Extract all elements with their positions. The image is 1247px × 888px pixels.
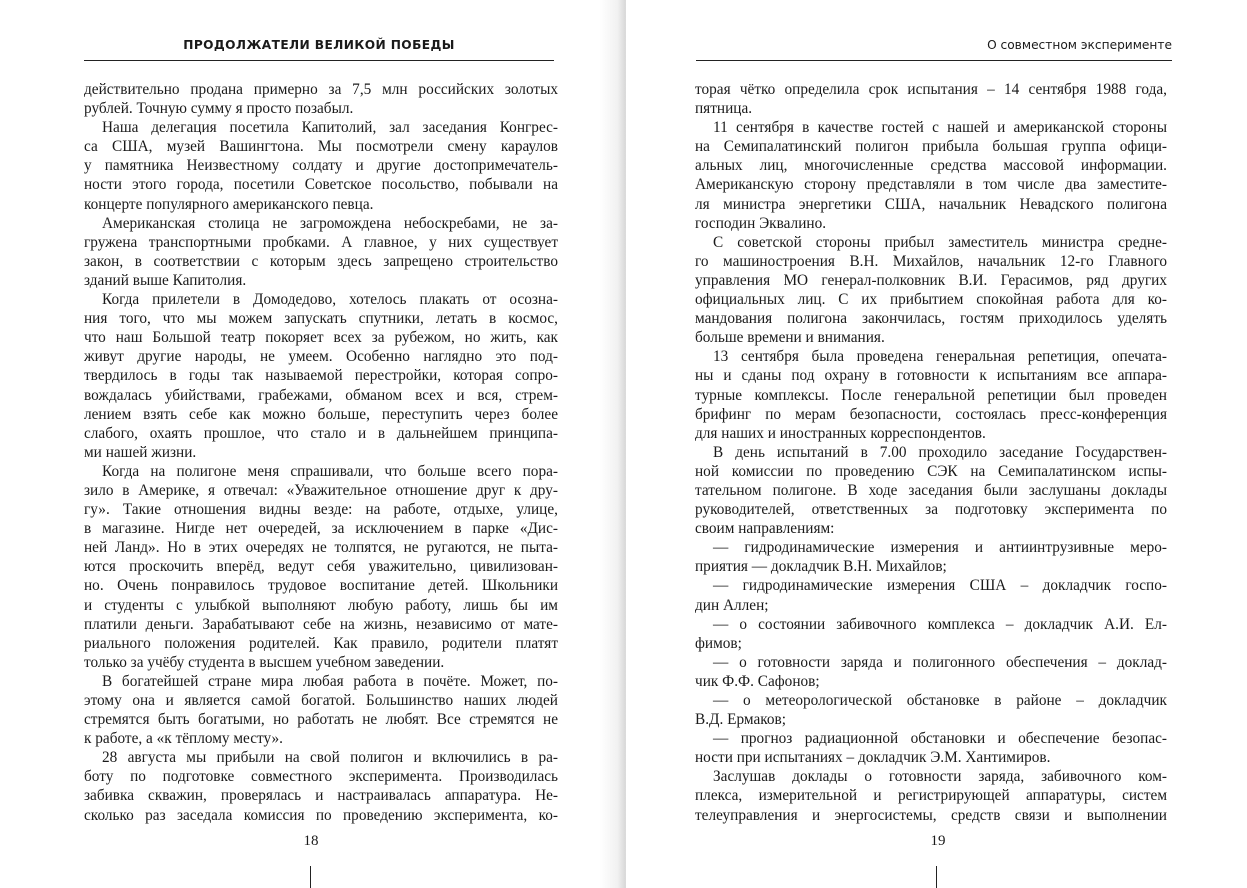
text-line: брифинг по мерам безопасности, состоялась пресс-конференция	[695, 405, 1167, 423]
text-line: закон, в соответствии с которым здесь запрещено строительство	[84, 252, 558, 270]
text-line: Американская столица не загромождена небоскребами, не за-	[102, 214, 558, 232]
text-line: 28 августа мы прибыли на свой полигон и включились в ра-	[102, 749, 558, 767]
page-cut-mark-left	[310, 866, 311, 888]
text-line: ности этого города, посетили Советское посольство, побывали на	[84, 176, 558, 194]
text-line: 11 сентября в качестве гостей с нашей и американской стороны	[713, 119, 1167, 137]
text-line: что наш Большой театр покоряет всех за рубежом, но жить, как	[84, 329, 558, 347]
text-line: управления МО генерал-полковник В.И. Герасимов, ряд других	[695, 271, 1167, 289]
text-line: руководителей, ответственных за подготовку эксперимента по	[695, 501, 1167, 519]
text-line: торая чётко определила срок испытания – 14 сентября 1988 года,	[695, 81, 1167, 98]
text-line: — прогноз радиационной обстановки и обеспечение безопас-	[713, 730, 1167, 748]
text-line: ми нашей жизни.	[84, 443, 197, 461]
page-cut-mark-right	[936, 866, 937, 888]
text-line: для наших и иностранных корреспондентов.	[695, 424, 986, 442]
text-line: Когда прилетели в Домодедово, хотелось плакать от осозна-	[102, 291, 558, 309]
text-line: В.Д. Ермаков;	[695, 711, 787, 729]
text-line: альных лиц, многочисленные средства массовой информации.	[695, 157, 1167, 175]
text-line: — гидродинамические измерения США – докладчик госпо-	[713, 577, 1167, 595]
text-line: своим направлениям:	[695, 520, 835, 538]
text-line: Заслушав доклады о готовности заряда, забивочного ком-	[713, 768, 1167, 786]
text-line: ля министра энергетики США, начальник Невадского полигона	[695, 195, 1167, 213]
text-line: плекса, измерительной и регистрирующей аппаратуры, систем	[695, 787, 1167, 805]
text-line: рублей. Точную сумму я просто позабыл.	[84, 100, 354, 118]
text-line: фимов;	[695, 634, 742, 652]
text-line: твердилось в годы так называемой перестройки, которая сопро-	[84, 367, 558, 385]
text-line: — о готовности заряда и полигонного обеспечения – доклад-	[713, 653, 1167, 671]
text-line: ней Ланд». Но в этих очередях не толпятся, не ругаются, не пыта-	[84, 539, 558, 557]
right-page-body	[695, 80, 1167, 825]
text-line: телеуправления и энергосистемы, средств связи и выполнении	[695, 806, 1167, 824]
text-line: В богатейшей стране мира любая работа в почёте. Может, по-	[102, 672, 558, 690]
text-line: ния того, что мы можем запускать спутники, летать в космос,	[84, 310, 558, 328]
text-line: — гидродинамические измерения и антиинтрузивные меро-	[713, 539, 1167, 557]
text-line: дин Аллен;	[695, 596, 769, 614]
text-line: ны и сданы под охрану в готовности к испытаниям все аппара-	[695, 367, 1167, 385]
text-line: — о состоянии забивочного комплекса – докладчик А.И. Ел-	[713, 615, 1167, 633]
page-number-right: 19	[930, 833, 946, 849]
text-line: действительно продана примерно за 7,5 млн российских золотых	[84, 81, 558, 98]
text-line: чик Ф.Ф. Сафонов;	[695, 672, 820, 690]
text-line: гу». Такие отношения видны везде: на работе, отдыхе, улице,	[84, 501, 558, 519]
text-line: ной комиссии по проведению СЭК на Семипалатинском испы-	[695, 462, 1167, 480]
text-line: мандования полигона закончилась, гостям приходилось уделять	[695, 310, 1167, 328]
text-line: приятия — докладчик В.Н. Михайлов;	[695, 558, 947, 576]
text-line: официальных лиц. С их прибытием спокойная работа для ко-	[695, 291, 1167, 309]
text-line: забивка скважин, проверялась и настраивалась аппаратура. Не-	[84, 787, 558, 805]
text-line: лением взять себе как можно больше, переступить через более	[84, 405, 558, 423]
right-page	[626, 0, 1247, 888]
text-line: живут другие народы, не умеем. Особенно наглядно это под-	[84, 348, 558, 366]
text-line: господин Эквалино.	[695, 214, 827, 232]
text-line: больше времени и внимания.	[695, 329, 885, 347]
text-line: в магазине. Нигде нет очередей, за исключением в парке «Дис-	[84, 520, 558, 538]
text-line: вождалась убийствами, грабежами, обманом всех и вся, стрем-	[84, 386, 558, 404]
text-line: пятница.	[695, 100, 753, 118]
text-line: стремятся быть богатыми, но работать не любят. Все стремятся не	[84, 711, 558, 729]
text-line: ности при испытаниях – докладчик Э.М. Хантимиров.	[695, 749, 1051, 767]
text-line: боту по подготовке совместного эксперимента. Производилась	[84, 768, 558, 786]
text-line: но. Очень понравилось трудовое воспитание детей. Школьники	[84, 577, 558, 595]
text-line: турные комплексы. После генеральной репетиции был проведен	[695, 386, 1167, 404]
left-page-body	[84, 80, 558, 825]
text-line: 13 сентября была проведена генеральная репетиция, опечата-	[713, 348, 1167, 366]
text-line: к работе, а «к тёплому месту».	[84, 730, 283, 748]
text-line: го машиностроения В.Н. Михайлов, начальник 12-го Главного	[695, 252, 1167, 270]
text-line: слабого, охаять прошлое, что стало и в дальнейшем принципа-	[84, 424, 558, 442]
page-number-left: 18	[303, 833, 319, 849]
text-line: Американскую сторону представляли в том числе два заместите-	[695, 176, 1167, 194]
text-line: платили деньги. Зарабатывают себе на жизнь, независимо от мате-	[84, 615, 558, 633]
running-header-right: О совместном эксперименте	[696, 38, 1172, 61]
text-line: у памятника Неизвестному солдату и другие достопримечатель-	[84, 157, 558, 175]
text-line: тательном полигоне. В ходе заседания были заслушаны доклады	[695, 481, 1167, 499]
running-header-left: ПРОДОЛЖАТЕЛИ ВЕЛИКОЙ ПОБЕДЫ	[84, 38, 554, 61]
text-line: риального положения родителей. Как правило, родители платят	[84, 634, 558, 652]
text-line: и студенты с улыбкой выполняют любую работу, лишь бы им	[84, 596, 558, 614]
text-line: гружена транспортными пробками. А главное, у них существует	[84, 233, 558, 251]
text-line: са США, музей Вашингтона. Мы посмотрели смену караулов	[84, 138, 558, 156]
text-line: Наша делегация посетила Капитолий, зал заседания Конгрес-	[102, 119, 558, 137]
text-line: сколько раз заседала комиссия по проведению эксперимента, ко-	[84, 806, 558, 824]
text-line: концерте популярного американского певца.	[84, 195, 374, 213]
text-line: В день испытаний в 7.00 проходило заседание Государствен-	[713, 443, 1167, 461]
text-line: только за учёбу студента в высшем учебном заведении.	[84, 653, 445, 671]
text-line: на Семипалатинский полигон прибыла большая группа офици-	[695, 138, 1167, 156]
text-line: зило в Америке, я отвечал: «Уважительное отношение друг к дру-	[84, 481, 558, 499]
text-line: Когда на полигоне меня спрашивали, что больше всего пора-	[102, 462, 558, 480]
text-line: ются проскочить вперёд, ведут себя уважительно, цивилизован-	[84, 558, 558, 576]
text-line: С советской стороны прибыл заместитель министра средне-	[713, 233, 1167, 251]
left-page	[0, 0, 620, 888]
text-line: зданий выше Капитолия.	[84, 271, 247, 289]
text-line: этому она и является самой богатой. Большинство наших людей	[84, 692, 558, 709]
text-line: — о метеорологической обстановке в районе – докладчик	[713, 692, 1167, 709]
